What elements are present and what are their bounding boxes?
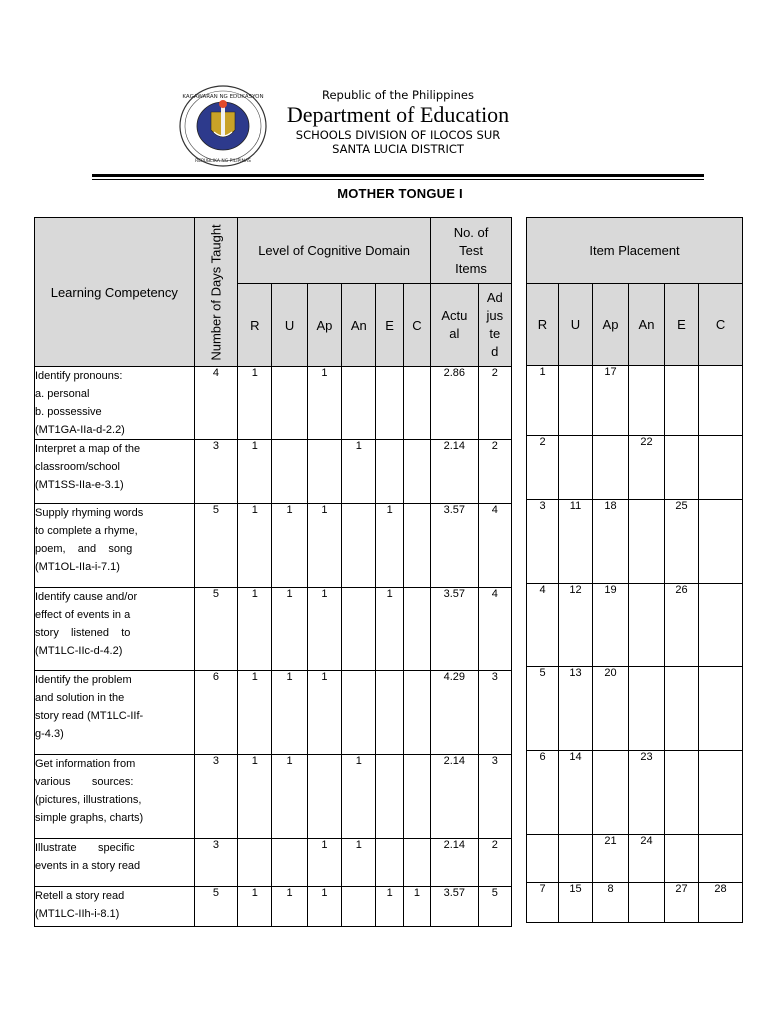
placement-header-r: R (527, 284, 559, 366)
table-row (35, 755, 512, 839)
competency-cell (35, 839, 195, 887)
placement-cell: 19 (593, 584, 629, 667)
placement-cell (559, 436, 593, 500)
item-placement-header: Item Placement (527, 218, 743, 284)
level-cell (342, 671, 376, 755)
placement-cell: 15 (559, 883, 593, 923)
days-cell: 4 (194, 367, 237, 440)
adjusted-header-line: d (491, 344, 499, 360)
competency-line: (MT1GA-IIa-d-2.2) (35, 424, 125, 436)
competency-line: story read (MT1LC-IIf- (35, 710, 144, 722)
level-cell: 1 (238, 588, 272, 671)
placement-cell (593, 751, 629, 835)
division-line: SCHOOLS DIVISION OF ILOCOS SUR (295, 128, 501, 142)
competency-cell (35, 504, 195, 588)
deped-seal-icon (178, 84, 268, 168)
level-cell (376, 671, 403, 755)
republic-line: Republic of the Philippines (321, 88, 475, 102)
seal-top-text: KAGAWARAN NG EDUKASYON (182, 94, 264, 100)
actual-cell: 3.57 (431, 887, 478, 927)
placement-cell (699, 366, 743, 436)
table-row (527, 751, 743, 835)
competency-line: (MT1LC-IIc-d-4.2) (35, 645, 123, 657)
placement-header-ap: Ap (593, 284, 629, 366)
level-cell (342, 588, 376, 671)
table-row (527, 500, 743, 584)
placement-cell: 20 (593, 667, 629, 751)
level-cell (403, 367, 430, 440)
level-cell: 1 (238, 887, 272, 927)
days-header (194, 218, 237, 367)
placement-cell: 23 (629, 751, 665, 835)
competency-line: Identify pronouns: (35, 370, 123, 382)
competency-line: poem, and song (35, 543, 133, 555)
adjusted-cell: 4 (478, 504, 511, 588)
level-cell (272, 440, 307, 504)
seal-bottom-text: REPUBLIKA NG PILIPINAS (195, 159, 251, 164)
days-cell: 3 (194, 755, 237, 839)
level-cell: 1 (238, 671, 272, 755)
placement-cell (629, 366, 665, 436)
competency-line: (pictures, illustrations, (35, 794, 142, 806)
competency-cell (35, 588, 195, 671)
placement-cell (629, 500, 665, 584)
days-header-label: Number of Days Taught (208, 223, 224, 361)
test-items-line: Test (459, 242, 483, 258)
competency-line: Interpret a map of the (35, 443, 141, 455)
placement-cell (699, 500, 743, 584)
placement-cell: 3 (527, 500, 559, 584)
placement-cell (699, 584, 743, 667)
placement-cell (699, 835, 743, 883)
competency-cell (35, 755, 195, 839)
level-header-e: E (376, 284, 403, 367)
table-row (527, 436, 743, 500)
level-cell (342, 504, 376, 588)
table-row (527, 584, 743, 667)
level-cell: 1 (272, 887, 307, 927)
competency-line: (MT1OL-IIa-i-7.1) (35, 561, 120, 573)
level-cell: 1 (238, 367, 272, 440)
competency-line: to complete a rhyme, (35, 525, 138, 537)
actual-cell: 3.57 (431, 504, 478, 588)
table-row (527, 883, 743, 923)
level-cell: 1 (238, 755, 272, 839)
placement-cell (527, 835, 559, 883)
competency-line: classroom/school (35, 461, 120, 473)
placement-cell: 8 (593, 883, 629, 923)
days-cell: 5 (194, 588, 237, 671)
placement-cell: 4 (527, 584, 559, 667)
placement-cell: 7 (527, 883, 559, 923)
level-cell: 1 (307, 839, 341, 887)
days-cell: 5 (194, 887, 237, 927)
placement-cell (665, 667, 699, 751)
document-header (0, 0, 768, 200)
item-placement-table (526, 217, 743, 923)
adjusted-cell: 2 (478, 839, 511, 887)
level-cell (376, 755, 403, 839)
level-cell: 1 (376, 588, 403, 671)
competency-header: Learning Competency (35, 218, 195, 367)
level-cell (403, 440, 430, 504)
level-cell: 1 (342, 839, 376, 887)
actual-cell: 2.14 (431, 755, 478, 839)
placement-cell: 24 (629, 835, 665, 883)
level-cell (403, 839, 430, 887)
placement-cell (559, 366, 593, 436)
actual-cell: 3.57 (431, 588, 478, 671)
table-row (35, 367, 512, 440)
placement-cell (699, 436, 743, 500)
level-cell (403, 671, 430, 755)
placement-cell: 25 (665, 500, 699, 584)
header-rule-thin (92, 179, 704, 180)
level-cell (307, 440, 341, 504)
competency-cell (35, 367, 195, 440)
level-cell: 1 (342, 755, 376, 839)
actual-cell: 2.14 (431, 839, 478, 887)
placement-cell: 1 (527, 366, 559, 436)
days-cell: 5 (194, 504, 237, 588)
table-row (35, 504, 512, 588)
level-cell (238, 839, 272, 887)
level-cell (307, 755, 341, 839)
table-row (35, 887, 512, 927)
competency-line: simple graphs, charts) (35, 812, 144, 824)
competency-table-body (35, 367, 512, 927)
level-cell: 1 (307, 671, 341, 755)
competency-cell (35, 671, 195, 755)
adjusted-cell: 5 (478, 887, 511, 927)
adjusted-cell: 2 (478, 367, 511, 440)
adjusted-header-line: Ad (486, 290, 503, 306)
placement-cell (665, 366, 699, 436)
competency-line: (MT1SS-IIa-e-3.1) (35, 479, 124, 491)
actual-header (431, 284, 478, 367)
level-cell: 1 (403, 887, 430, 927)
placement-cell: 27 (665, 883, 699, 923)
level-header-r: R (238, 284, 272, 367)
test-items-line: Items (455, 260, 487, 276)
table-row (35, 671, 512, 755)
level-cell (403, 588, 430, 671)
placement-cell (559, 835, 593, 883)
actual-cell: 2.14 (431, 440, 478, 504)
table-row (35, 839, 512, 887)
competency-cell (35, 887, 195, 927)
placement-cell (665, 835, 699, 883)
competency-line: g-4.3) (35, 728, 64, 740)
adjusted-cell: 2 (478, 440, 511, 504)
level-cell: 1 (307, 367, 341, 440)
district-line: SANTA LUCIA DISTRICT (332, 142, 464, 156)
competency-cell (35, 440, 195, 504)
competency-line: and solution in the (35, 692, 125, 704)
competency-line: (MT1LC-IIh-i-8.1) (35, 908, 120, 920)
table-row (35, 588, 512, 671)
level-cell: 1 (238, 504, 272, 588)
competency-line: effect of events in a (35, 609, 131, 621)
placement-cell: 2 (527, 436, 559, 500)
level-cell: 1 (272, 504, 307, 588)
level-cell: 1 (272, 755, 307, 839)
actual-cell: 4.29 (431, 671, 478, 755)
level-cell: 1 (376, 504, 403, 588)
competency-line: Illustrate specific (35, 842, 135, 854)
actual-header-line: al (449, 326, 460, 342)
cognitive-domain-header: Level of Cognitive Domain (238, 218, 431, 284)
adjusted-cell: 3 (478, 755, 511, 839)
competency-line: Get information from (35, 758, 136, 770)
table-row (527, 835, 743, 883)
level-cell (376, 367, 403, 440)
level-cell: 1 (307, 887, 341, 927)
placement-cell (665, 751, 699, 835)
test-items-header (431, 218, 512, 284)
level-cell: 1 (307, 588, 341, 671)
level-cell: 1 (307, 504, 341, 588)
placement-cell (629, 667, 665, 751)
placement-cell: 13 (559, 667, 593, 751)
placement-header-u: U (559, 284, 593, 366)
level-cell (403, 755, 430, 839)
competency-line: Identify cause and/or (35, 591, 138, 603)
competency-table (34, 217, 512, 927)
item-placement-table-body (527, 366, 743, 923)
placement-cell (629, 883, 665, 923)
placement-cell: 11 (559, 500, 593, 584)
placement-cell (699, 667, 743, 751)
placement-cell: 14 (559, 751, 593, 835)
header-rule-thick (92, 174, 704, 177)
placement-cell: 5 (527, 667, 559, 751)
level-cell: 1 (238, 440, 272, 504)
placement-cell (665, 436, 699, 500)
placement-header-an: An (629, 284, 665, 366)
days-cell: 3 (194, 839, 237, 887)
placement-cell (699, 751, 743, 835)
level-cell: 1 (272, 588, 307, 671)
placement-cell (629, 584, 665, 667)
competency-line: story listened to (35, 627, 131, 639)
placement-cell: 26 (665, 584, 699, 667)
adjusted-cell: 4 (478, 588, 511, 671)
competency-line: Supply rhyming words (35, 507, 144, 519)
days-cell: 6 (194, 671, 237, 755)
level-cell: 1 (376, 887, 403, 927)
level-header-u: U (272, 284, 307, 367)
table-row (527, 667, 743, 751)
placement-header-c: C (699, 284, 743, 366)
competency-line: a. personal (35, 388, 90, 400)
table-row (527, 366, 743, 436)
level-header-ap: Ap (307, 284, 341, 367)
placement-cell: 6 (527, 751, 559, 835)
level-cell (376, 440, 403, 504)
competency-line: events in a story read (35, 860, 141, 872)
level-cell (272, 839, 307, 887)
level-cell (342, 367, 376, 440)
placement-header-e: E (665, 284, 699, 366)
placement-cell: 21 (593, 835, 629, 883)
adjusted-header-line: te (489, 326, 501, 342)
actual-header-line: Actu (441, 308, 468, 324)
competency-line: Retell a story read (35, 890, 125, 902)
adjusted-header-line: jus (486, 308, 504, 324)
table-row (35, 440, 512, 504)
placement-cell: 18 (593, 500, 629, 584)
placement-cell: 12 (559, 584, 593, 667)
competency-line: various sources: (35, 776, 134, 788)
level-cell (342, 887, 376, 927)
level-cell: 1 (272, 671, 307, 755)
level-cell (272, 367, 307, 440)
placement-cell: 17 (593, 366, 629, 436)
document-title: MOTHER TONGUE I (337, 186, 463, 201)
actual-cell: 2.86 (431, 367, 478, 440)
placement-cell: 28 (699, 883, 743, 923)
level-header-an: An (342, 284, 376, 367)
adjusted-header (478, 284, 511, 367)
level-cell (403, 504, 430, 588)
days-cell: 3 (194, 440, 237, 504)
competency-line: Identify the problem (35, 674, 132, 686)
adjusted-cell: 3 (478, 671, 511, 755)
competency-line: b. possessive (35, 406, 102, 418)
level-header-c: C (403, 284, 430, 367)
placement-cell: 22 (629, 436, 665, 500)
header-text-block (278, 88, 518, 156)
level-cell: 1 (342, 440, 376, 504)
level-cell (376, 839, 403, 887)
placement-cell (593, 436, 629, 500)
department-title: Department of Education (286, 102, 510, 127)
test-items-line: No. of (453, 224, 489, 240)
